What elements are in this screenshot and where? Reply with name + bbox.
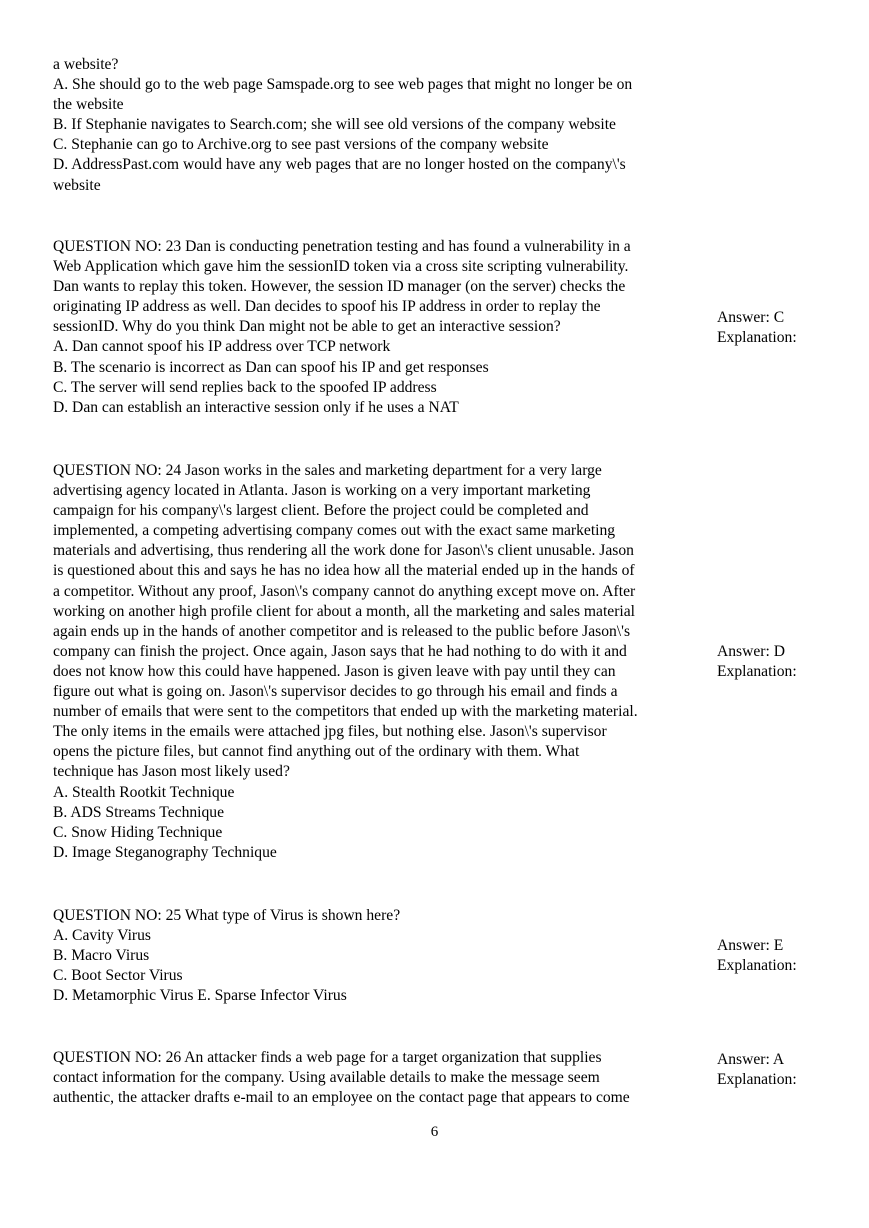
option-a: A. She should go to the web page Samspade.org to see web pages that might no longer be on (53, 76, 633, 94)
text-line: sessionID. Why do you think Dan might not be able to get an interactive session? (53, 318, 561, 336)
option-d: D. AddressPast.com would have any web pages that are no longer hosted on the company\'s (53, 156, 626, 174)
explanation-label: Explanation: (717, 663, 797, 681)
option-a: A. Dan cannot spoof his IP address over TCP network (53, 338, 391, 356)
explanation-label: Explanation: (717, 1071, 797, 1089)
text-line: a competitor. Without any proof, Jason\'s company cannot do anything except move on. After (53, 582, 636, 600)
option-b: B. If Stephanie navigates to Search.com; she will see old versions of the company website (53, 116, 616, 134)
option-c: C. Boot Sector Virus (53, 967, 183, 985)
answer-label: Answer: A (717, 1051, 785, 1068)
text-line: company can finish the project. Once again, Jason says that he had nothing to do with it and (53, 642, 627, 660)
question-text (53, 237, 713, 418)
answer-box (717, 308, 797, 348)
text-line: campaign for his company\'s largest client. Before the project could be completed and (53, 502, 589, 520)
text-line: Dan wants to replay this token. However, the session ID manager (on the server) checks the (53, 278, 626, 296)
text-line: does not know how this could have happened. Jason is given leave with pay until they can (53, 662, 616, 680)
text-line: working on another high profile client for about a month, all the marketing and sales material (53, 602, 635, 620)
text-line: a website? (53, 56, 119, 73)
option-d: D. Image Steganography Technique (53, 843, 277, 861)
answer-box (717, 936, 797, 976)
text-line: figure out what is going on. Jason\'s supervisor decides to go through his email and finds a (53, 683, 618, 701)
question-stem: QUESTION NO: 24 Jason works in the sales and marketing department for a very large (53, 462, 602, 479)
page-number: 6 (430, 1124, 439, 1140)
text-line: implemented, a competing advertising company comes out with the exact same marketing (53, 522, 616, 540)
answer-label: Answer: D (717, 643, 785, 660)
question-text (53, 1048, 713, 1108)
explanation-label: Explanation: (717, 957, 797, 975)
answer-box (717, 1050, 797, 1090)
option-d: D. Metamorphic Virus E. Sparse Infector Virus (53, 987, 347, 1005)
text-line: The only items in the emails were attached jpg files, but nothing else. Jason\'s supervisor (53, 723, 607, 741)
option-a: A. Stealth Rootkit Technique (53, 783, 235, 801)
explanation-label: Explanation: (717, 329, 797, 347)
text-line: originating IP address as well. Dan decides to spoof his IP address in order to replay the (53, 298, 601, 316)
text-line: the website (53, 96, 124, 114)
option-b: B. The scenario is incorrect as Dan can spoof his IP and get responses (53, 358, 489, 376)
question-text (53, 55, 713, 196)
question-text (53, 461, 713, 863)
option-b: B. ADS Streams Technique (53, 803, 225, 821)
option-c: C. The server will send replies back to the spoofed IP address (53, 378, 437, 396)
text-line: again ends up in the hands of another competitor and is released to the public before Jason\'s (53, 622, 631, 640)
text-line: opens the picture files, but cannot find anything out of the ordinary with them. What (53, 743, 580, 761)
option-b: B. Macro Virus (53, 947, 150, 965)
question-stem: QUESTION NO: 26 An attacker finds a web page for a target organization that supplies (53, 1049, 602, 1066)
question-stem: QUESTION NO: 23 Dan is conducting penetration testing and has found a vulnerability in a (53, 238, 631, 255)
text-line: number of emails that were sent to the competitors that ended up with the marketing material. (53, 703, 638, 721)
text-line: website (53, 176, 101, 194)
question-text (53, 906, 713, 1006)
answer-label: Answer: E (717, 937, 784, 954)
text-line: materials and advertising, thus rendering all the work done for Jason\'s client unusable. Jason (53, 542, 634, 560)
text-line: technique has Jason most likely used? (53, 763, 290, 781)
text-line: authentic, the attacker drafts e-mail to an employee on the contact page that appears to come (53, 1089, 630, 1107)
option-c: C. Stephanie can go to Archive.org to see past versions of the company website (53, 136, 549, 154)
question-stem: QUESTION NO: 25 What type of Virus is shown here? (53, 907, 401, 924)
answer-label: Answer: C (717, 309, 785, 326)
text-line: contact information for the company. Using available details to make the message seem (53, 1069, 600, 1087)
option-a: A. Cavity Virus (53, 927, 151, 945)
option-c: C. Snow Hiding Technique (53, 823, 223, 841)
answer-box (717, 642, 797, 682)
text-line: advertising agency located in Atlanta. Jason is working on a very important marketing (53, 482, 591, 500)
text-line: Web Application which gave him the sessionID token via a cross site scripting vulnerability. (53, 258, 629, 276)
text-line: is questioned about this and says he has no idea how all the material ended up in the hands of (53, 562, 635, 580)
option-d: D. Dan can establish an interactive session only if he uses a NAT (53, 398, 459, 416)
